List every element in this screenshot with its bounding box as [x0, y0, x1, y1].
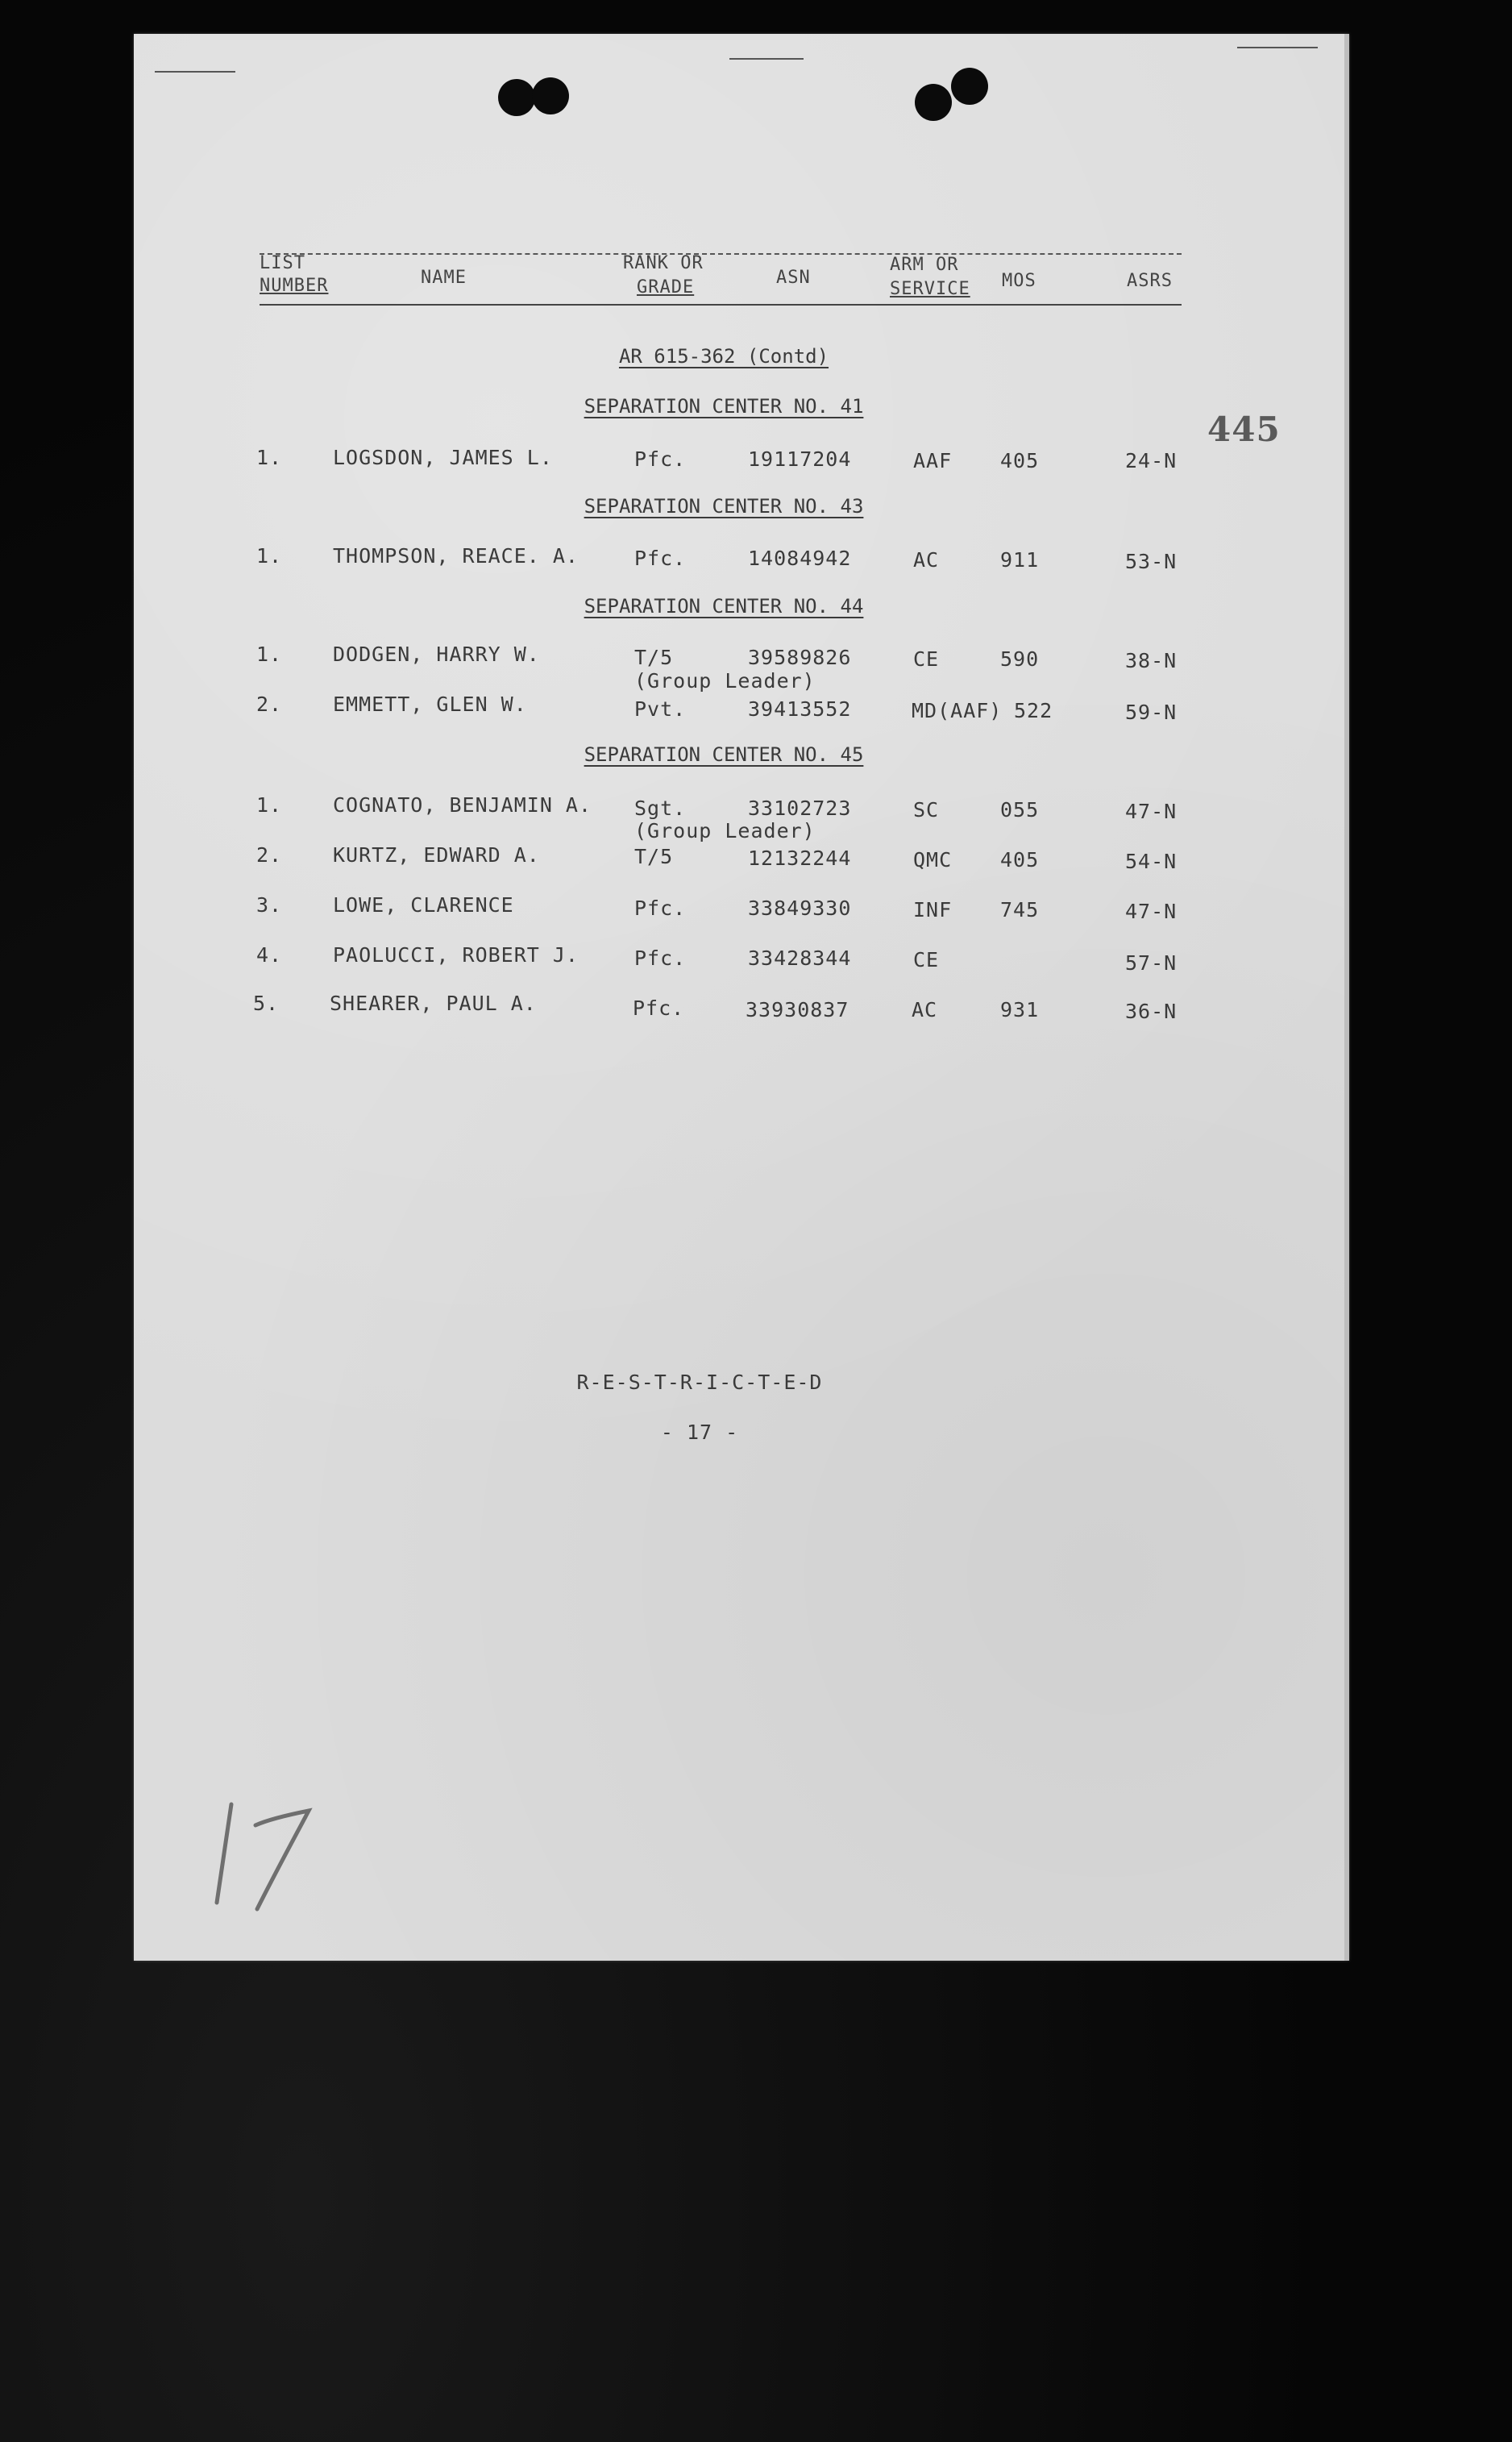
row-arm: AC [912, 998, 938, 1021]
row-asn: 19117204 [748, 447, 852, 471]
row-asrs: 47-N [1125, 900, 1178, 923]
header-asrs: ASRS [1127, 271, 1173, 291]
row-number: 1. [256, 446, 283, 469]
row-number: 5. [253, 992, 280, 1015]
row-asn: 14084942 [748, 547, 852, 570]
row-arm: AC [913, 548, 940, 572]
row-asrs: 36-N [1125, 1000, 1178, 1023]
reference-line: AR 615-362 (Contd) [618, 345, 829, 368]
header-rank-line1: RANK OR [623, 253, 704, 273]
row-number: 1. [256, 643, 283, 666]
row-name: THOMPSON, REACE. A. [333, 544, 579, 568]
margin-mark [155, 71, 235, 73]
row-number: 2. [256, 693, 283, 716]
row-asrs: 53-N [1125, 550, 1178, 573]
row-name: DODGEN, HARRY W. [333, 643, 540, 666]
row-rank: Sgt. [634, 797, 687, 820]
punch-hole [915, 84, 952, 121]
row-arm: SC [913, 798, 940, 822]
header-bottom-rule [260, 304, 1182, 306]
row-asn: 33428344 [748, 946, 852, 970]
row-mos: 745 [1000, 898, 1040, 921]
section-title: SEPARATION CENTER NO. 43 [584, 495, 864, 518]
row-name: LOWE, CLARENCE [333, 893, 514, 917]
row-name: SHEARER, PAUL A. [330, 992, 537, 1015]
punch-hole [498, 79, 535, 116]
row-asrs: 59-N [1125, 701, 1178, 724]
row-asrs: 24-N [1125, 449, 1178, 472]
row-number: 1. [256, 793, 283, 817]
row-arm: AAF [913, 449, 953, 472]
punch-hole [532, 77, 569, 114]
row-asn: 39589826 [748, 646, 852, 669]
row-number: 2. [256, 843, 283, 867]
row-asn: 33849330 [748, 897, 852, 920]
row-mos: 405 [1000, 848, 1040, 872]
row-asn: 12132244 [748, 847, 852, 870]
header-top-rule [260, 253, 1182, 255]
row-arm: QMC [913, 848, 953, 872]
row-asrs: 38-N [1125, 649, 1178, 672]
row-rank: T/5 [634, 646, 674, 669]
margin-mark [1237, 47, 1318, 48]
header-mos: MOS [1002, 271, 1036, 291]
row-mos: 931 [1000, 998, 1040, 1021]
row-name: LOGSDON, JAMES L. [333, 446, 553, 469]
row-mos: 590 [1000, 647, 1040, 671]
row-mos: 405 [1000, 449, 1040, 472]
page-number: - 17 - [660, 1421, 739, 1444]
header-asn: ASN [776, 268, 811, 288]
row-note: (Group Leader) [634, 819, 816, 842]
section-title: SEPARATION CENTER NO. 44 [584, 595, 864, 618]
page-edge [1344, 34, 1349, 1961]
classification-marking: R-E-S-T-R-I-C-T-E-D [576, 1371, 823, 1394]
punch-hole [951, 68, 988, 105]
row-note: (Group Leader) [634, 669, 816, 693]
header-arm-line1: ARM OR [890, 255, 959, 275]
row-arm: MD(AAF) [912, 699, 1003, 722]
row-mos: 522 [1014, 699, 1053, 722]
header-list-number-line1: LIST [260, 253, 305, 273]
row-name: COGNATO, BENJAMIN A. [333, 793, 592, 817]
row-arm: CE [913, 948, 940, 971]
row-asrs: 57-N [1125, 951, 1178, 975]
row-rank: Pfc. [634, 897, 687, 920]
margin-mark [729, 58, 804, 60]
row-mos: 055 [1000, 798, 1040, 822]
row-number: 4. [256, 943, 283, 967]
row-arm: INF [913, 898, 953, 921]
row-number: 3. [256, 893, 283, 917]
section-title: SEPARATION CENTER NO. 41 [584, 395, 864, 418]
row-rank: T/5 [634, 845, 674, 868]
row-mos: 911 [1000, 548, 1040, 572]
row-name: EMMETT, GLEN W. [333, 693, 527, 716]
row-name: PAOLUCCI, ROBERT J. [333, 943, 579, 967]
row-rank: Pfc. [634, 547, 687, 570]
row-rank: Pfc. [633, 996, 685, 1020]
header-arm-line2: SERVICE [890, 279, 970, 299]
row-arm: CE [913, 647, 940, 671]
row-rank: Pfc. [634, 946, 687, 970]
row-name: KURTZ, EDWARD A. [333, 843, 540, 867]
handwritten-page-mark [206, 1790, 326, 1919]
row-rank: Pfc. [634, 447, 687, 471]
row-rank: Pvt. [634, 697, 687, 721]
header-name: NAME [421, 268, 467, 288]
row-asn: 33102723 [748, 797, 852, 820]
header-rank-line2: GRADE [637, 277, 695, 297]
section-title: SEPARATION CENTER NO. 45 [584, 743, 864, 766]
row-asn: 33930837 [746, 998, 849, 1021]
row-asrs: 47-N [1125, 800, 1178, 823]
document-page [134, 34, 1349, 1961]
row-number: 1. [256, 544, 283, 568]
page-stamp-number: 445 [1207, 410, 1281, 449]
header-list-number-line2: NUMBER [260, 276, 329, 296]
row-asrs: 54-N [1125, 850, 1178, 873]
row-asn: 39413552 [748, 697, 852, 721]
